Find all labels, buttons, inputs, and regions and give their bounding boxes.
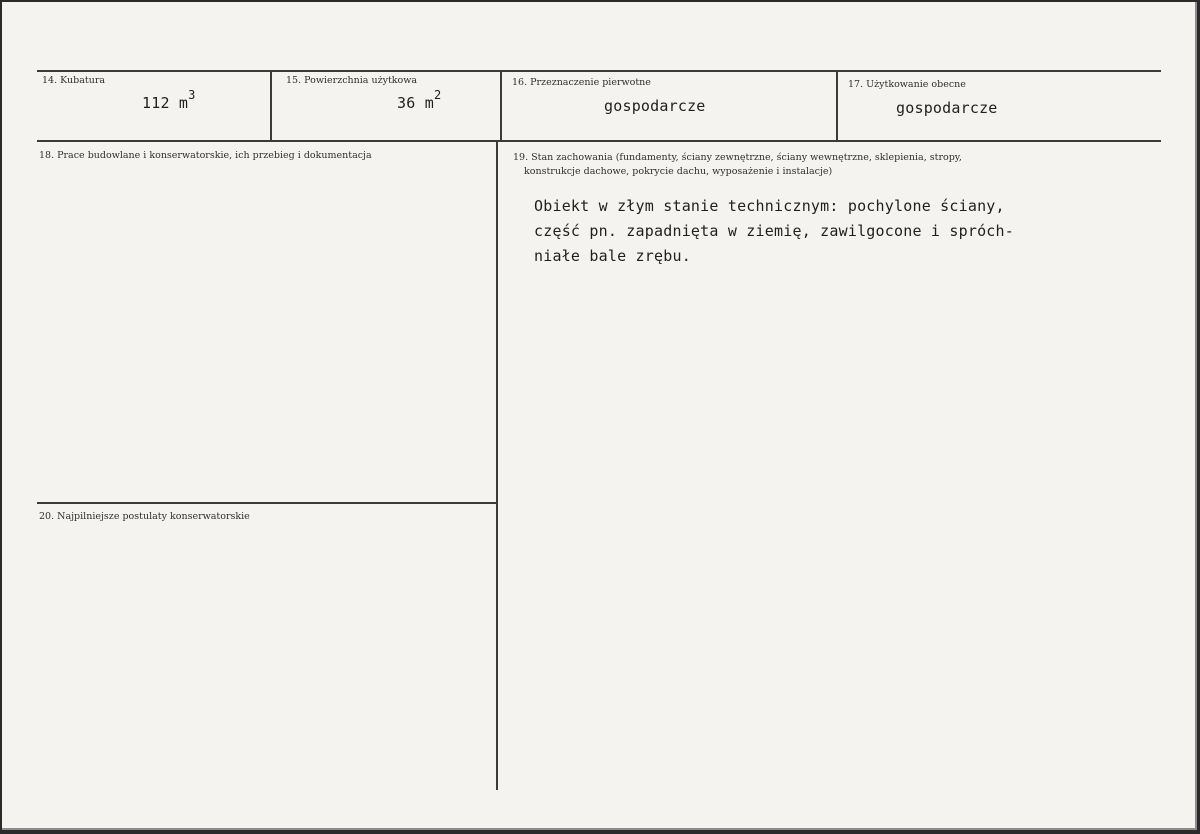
- divider-15-16: [500, 70, 502, 140]
- field-15-unit-superscript: 2: [433, 88, 442, 102]
- field-18-label: 18. Prace budowlane i konserwatorskie, ich przebieg i dokumentacja: [39, 150, 372, 161]
- field-19-label-line-2: konstrukcje dachowe, pokrycie dachu, wyposażenie i instalacje): [524, 166, 833, 177]
- condition-text-line: część pn. zapadnięta w ziemię, zawilgocone i spróch-: [534, 222, 1014, 240]
- field-17-label: 17. Użytkowanie obecne: [848, 79, 966, 90]
- field-15-number: 36 m: [397, 94, 434, 112]
- field-17-value: gospodarcze: [896, 99, 998, 117]
- field-16-value: gospodarcze: [604, 97, 706, 115]
- condition-text-line: Obiekt w złym stanie technicznym: pochylone ściany,: [534, 197, 1005, 215]
- field-14-value: [142, 88, 196, 112]
- section-20-rule: [37, 502, 496, 504]
- field-15-value: [397, 88, 442, 112]
- top-rule: [37, 70, 1161, 72]
- field-14-number: 112 m: [142, 94, 189, 112]
- field-15-label: 15. Powierzchnia użytkowa: [286, 75, 418, 86]
- mid-rule: [37, 140, 1161, 142]
- main-vertical-divider: [496, 140, 498, 790]
- divider-16-17: [836, 70, 838, 140]
- field-19-label-line-1: 19. Stan zachowania (fundamenty, ściany zewnętrzne, ściany wewnętrzne, sklepienia, stropy,: [513, 152, 962, 163]
- field-16-label: 16. Przeznaczenie pierwotne: [512, 77, 651, 88]
- field-20-label: 20. Najpilniejsze postulaty konserwatorskie: [39, 511, 250, 522]
- field-14-unit-superscript: 3: [188, 88, 196, 102]
- condition-text-line: niałe bale zrębu.: [534, 247, 691, 265]
- field-14-label: 14. Kubatura: [42, 75, 106, 86]
- record-card: [2, 2, 1197, 830]
- divider-14-15: [270, 70, 272, 140]
